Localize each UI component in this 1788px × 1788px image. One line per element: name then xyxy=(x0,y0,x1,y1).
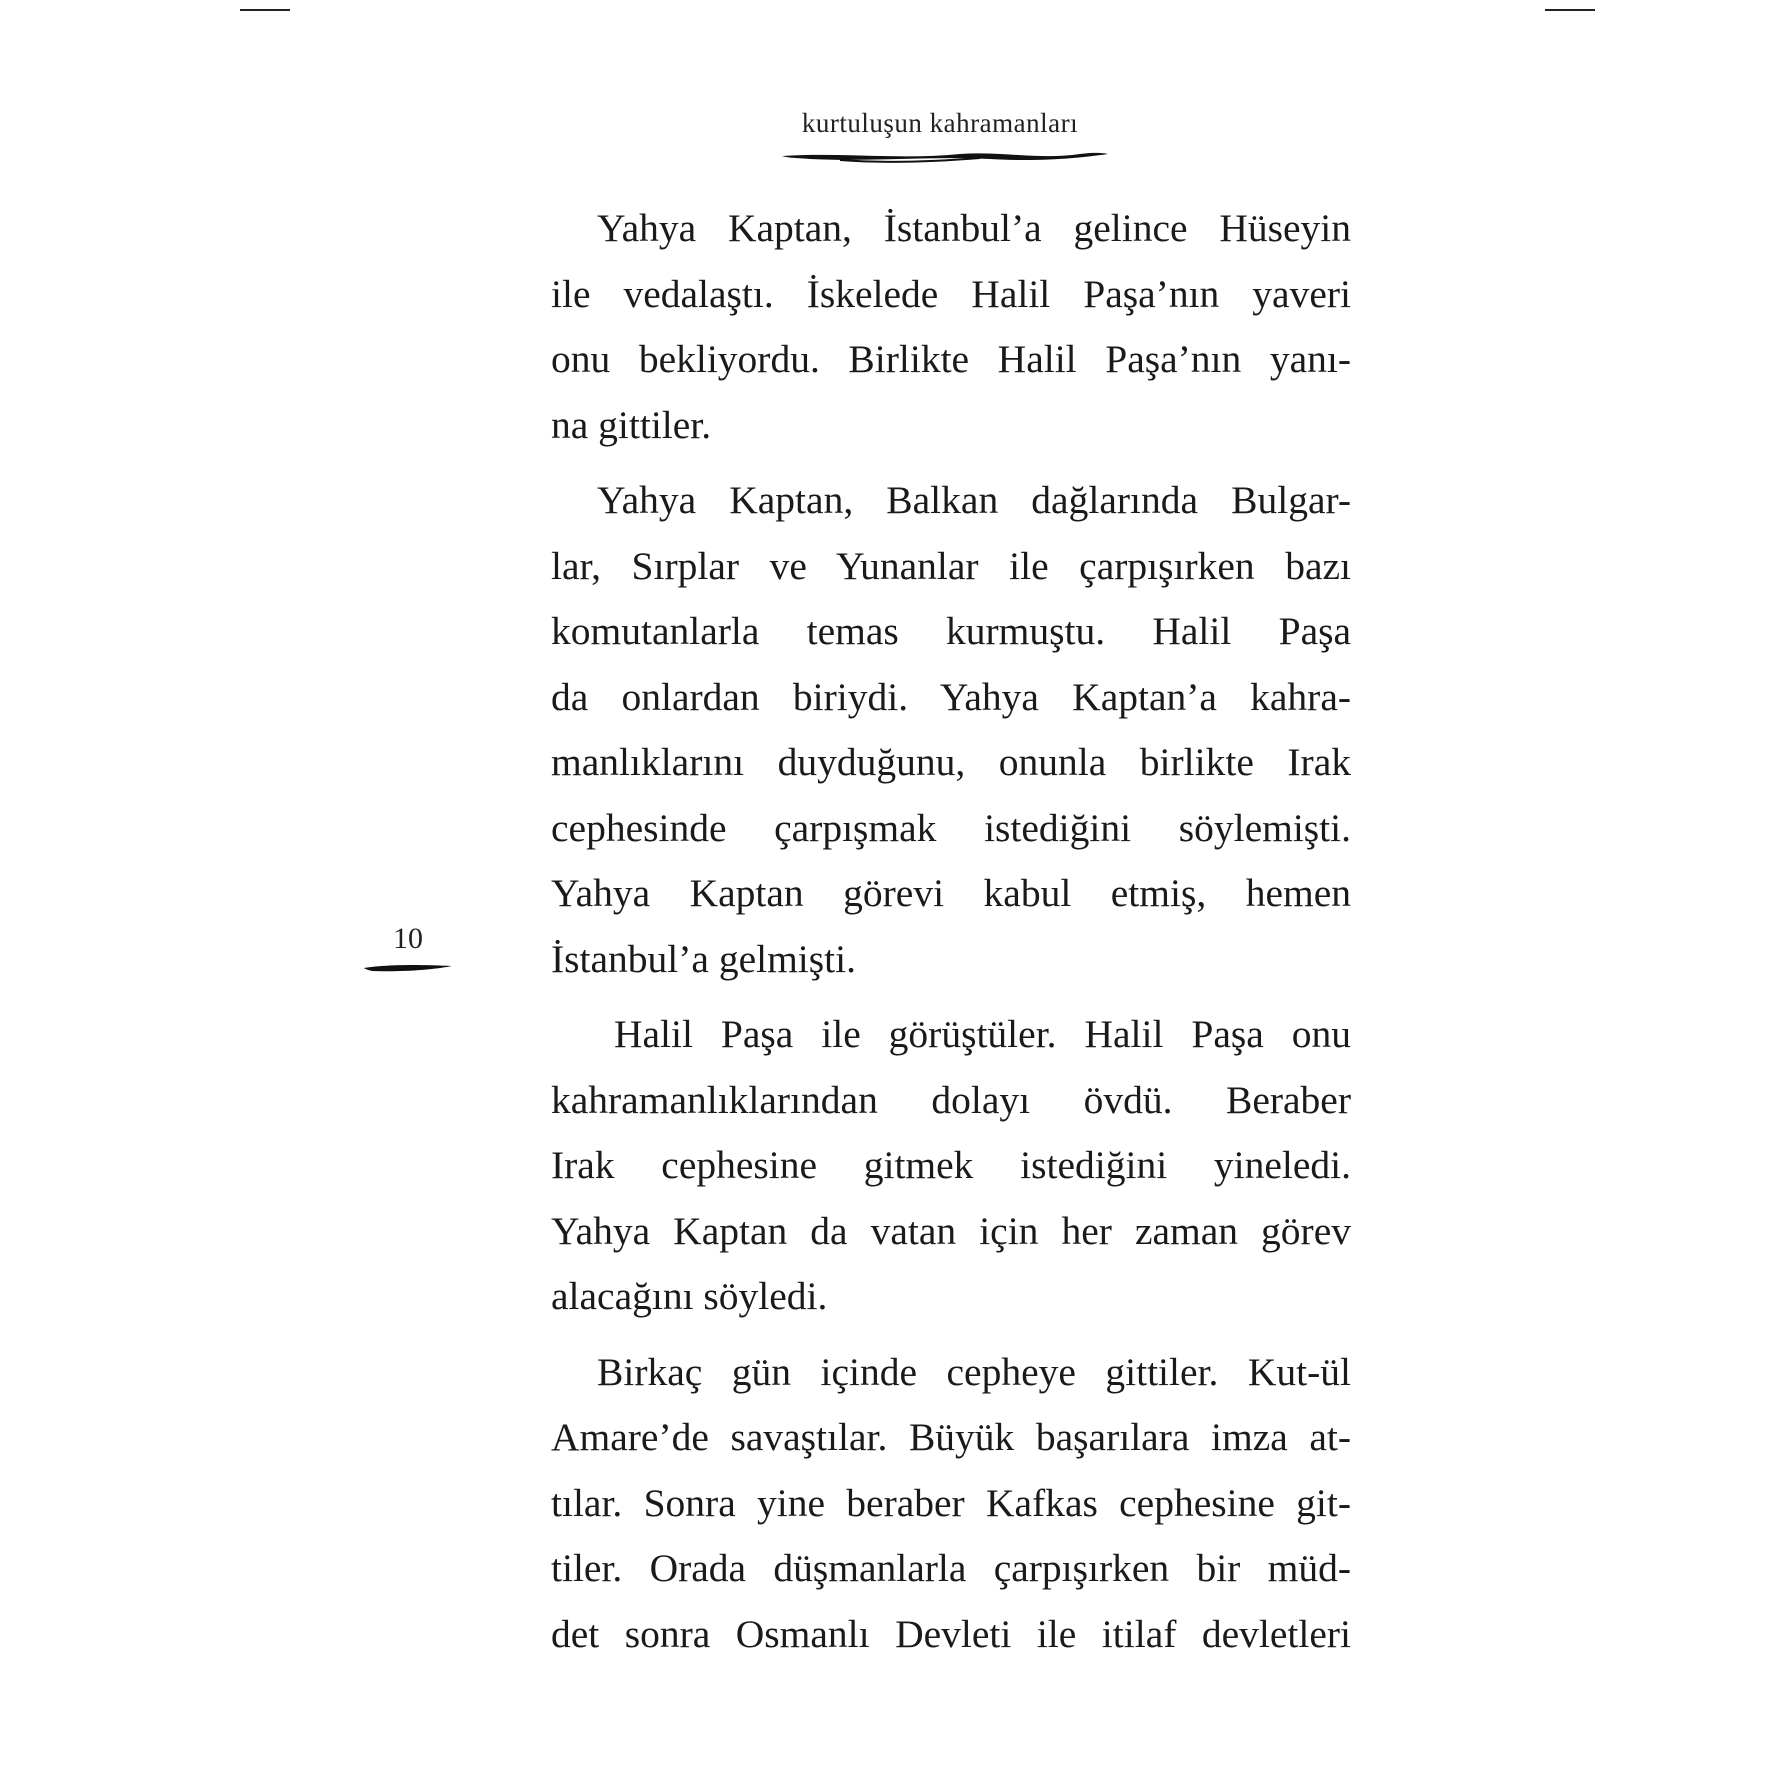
text-line: det sonra Osmanlı Devleti ile itilaf devletleri xyxy=(551,1611,1351,1656)
text-line: da onlardan biriydi. Yahya Kaptan’a kahra- xyxy=(551,674,1351,719)
crop-mark-left xyxy=(240,9,290,11)
text-line: lar, Sırplar ve Yunanlar ile çarpışırken bazı xyxy=(551,543,1351,588)
text-line: Yahya Kaptan, Balkan dağlarında Bulgar- xyxy=(597,478,1351,522)
text-line: Halil Paşa ile görüştüler. Halil Paşa onu xyxy=(614,1012,1351,1056)
paragraph-1 xyxy=(551,196,1351,458)
text-line: kahramanlıklarından dolayı övdü. Beraber xyxy=(551,1077,1351,1122)
running-head-swash-ornament xyxy=(780,146,1110,166)
text-line: onu bekliyordu. Birlikte Halil Paşa’nın yanı- xyxy=(551,337,1351,381)
paragraph-3 xyxy=(551,1002,1351,1330)
paragraph-4 xyxy=(551,1340,1351,1668)
page-number-swash-ornament xyxy=(362,960,454,976)
text-line: tiler. Orada düşmanlarla çarpışırken bir müd- xyxy=(551,1546,1351,1590)
page-number: 10 xyxy=(393,922,423,955)
crop-mark-right xyxy=(1545,9,1595,11)
text-line: Yahya Kaptan, İstanbul’a gelince Hüseyin xyxy=(597,206,1351,250)
text-line: na gittiler. xyxy=(551,402,712,447)
running-head: kurtuluşun kahramanları xyxy=(801,108,1079,138)
page-number-block xyxy=(362,922,454,982)
text-line: Birkaç gün içinde cepheye gittiler. Kut-ül xyxy=(597,1349,1351,1394)
paragraph-2 xyxy=(551,468,1351,992)
body-text xyxy=(551,196,1351,1677)
text-line: manlıklarını duyduğunu, onunla birlikte Irak xyxy=(551,740,1351,784)
text-line: Yahya Kaptan da vatan için her zaman görev xyxy=(551,1208,1351,1253)
text-line: ile vedalaştı. İskelede Halil Paşa’nın yaveri xyxy=(551,271,1351,316)
text-line: Yahya Kaptan görevi kabul etmiş, hemen xyxy=(551,871,1351,915)
text-line: Amare’de savaştılar. Büyük başarılara imza at- xyxy=(551,1415,1351,1459)
text-line: cephesinde çarpışmak istediğini söylemişti. xyxy=(551,805,1351,850)
text-line: alacağını söyledi. xyxy=(551,1274,828,1318)
text-line: tılar. Sonra yine beraber Kafkas cephesine git- xyxy=(551,1480,1351,1525)
text-line: İstanbul’a gelmişti. xyxy=(551,936,856,981)
text-line: Irak cephesine gitmek istediğini yineledi. xyxy=(551,1143,1351,1187)
text-line: komutanlarla temas kurmuştu. Halil Paşa xyxy=(551,609,1351,653)
